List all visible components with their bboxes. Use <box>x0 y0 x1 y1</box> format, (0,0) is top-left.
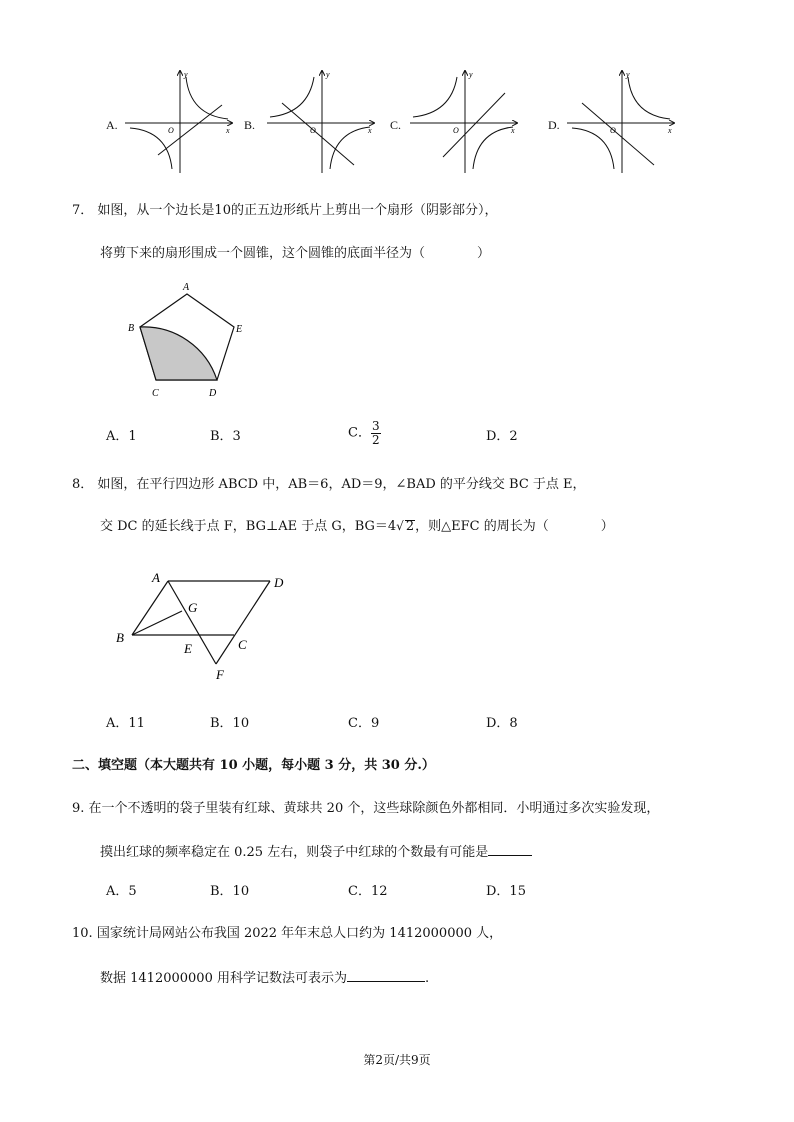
q7-option-c-denominator: 2 <box>371 433 380 447</box>
q8-option-d: D．8 <box>486 716 518 731</box>
q7-option-c-fraction <box>371 420 381 447</box>
q9-text-line2: 摸出红球的频率稳定在 0.25 左右，则袋子中红球的个数最有可能是 <box>100 845 489 860</box>
q9-text-line1: 在一个不透明的袋子里装有红球、黄球共 20 个，这些球除颜色外都相同．小明通过多次实验发现， <box>88 801 660 816</box>
section-2-title: 二、填空题（本大题共有 10 小题，每小题 3 分，共 30 分.） <box>72 758 435 773</box>
q8-label-f: F <box>216 667 224 682</box>
q8-option-c: C．9 <box>348 716 380 731</box>
q9-stem-line1 <box>72 801 659 817</box>
q9-stem-line2 <box>100 843 532 861</box>
q6-c-y-label: y <box>469 70 473 79</box>
q9-answer-blank[interactable] <box>488 843 532 856</box>
q7-pentagon-figure <box>120 280 260 405</box>
q6-option-b-graph <box>262 65 377 177</box>
q9-option-b: B．10 <box>210 884 250 899</box>
q6-b-origin: O <box>310 126 316 135</box>
q8-number: 8． <box>72 477 94 492</box>
q8-label-g: G <box>188 600 198 615</box>
q6-option-a-label: A. <box>106 118 118 132</box>
q8-option-a: A．11 <box>106 716 145 731</box>
q8-text-line2-post: ，则△EFC 的周长为（ ） <box>415 519 614 534</box>
q8-label-a: A <box>152 570 160 585</box>
q10-answer-blank[interactable] <box>347 969 425 982</box>
q6-option-d-label: D. <box>548 118 560 132</box>
q7-label-d: D <box>209 388 217 399</box>
q10-stem-line2 <box>100 969 429 987</box>
page-footer: 第2页/共9页 <box>363 1053 431 1067</box>
q6-option-d-graph <box>562 65 677 177</box>
q6-a-origin: O <box>168 126 174 135</box>
q9-option-d: D．15 <box>486 884 526 899</box>
q6-option-c-label: C. <box>390 118 402 132</box>
q7-label-c: C <box>152 388 159 399</box>
q8-text-line2-pre: 交 DC 的延长线于点 F，BG⊥AE 于点 G，BG＝4 <box>100 519 397 534</box>
q10-text-line1: 国家统计局网站公布我国 2022 年年末总人口约为 1412000000 人， <box>96 926 503 941</box>
q6-option-b-label: B. <box>244 118 256 132</box>
q10-number: 10. <box>72 926 93 941</box>
q8-label-e: E <box>184 641 192 656</box>
q6-d-y-label: y <box>626 70 630 79</box>
q7-stem-line2: 将剪下来的扇形围成一个圆锥，这个圆锥的底面半径为（ ） <box>100 246 491 261</box>
q6-option-c-graph <box>405 65 520 177</box>
q7-option-d: D．2 <box>486 429 518 444</box>
q6-b-y-label: y <box>326 70 330 79</box>
q7-label-e: E <box>236 324 243 335</box>
q8-label-c: C <box>238 637 247 652</box>
q6-d-x-label: x <box>668 126 672 135</box>
q6-c-x-label: x <box>511 126 515 135</box>
q6-a-x-label: x <box>226 126 230 135</box>
q6-a-y-label: y <box>184 70 188 79</box>
q8-label-b: B <box>116 630 124 645</box>
q10-text-line2: 数据 1412000000 用科学记数法可表示为 <box>100 971 347 986</box>
q8-text-line1: 如图，在平行四边形 ABCD 中，AB＝6，AD＝9，∠BAD 的平分线交 BC 于点 E， <box>97 477 586 492</box>
q7-label-b: B <box>128 323 135 334</box>
q6-d-origin: O <box>610 126 616 135</box>
q9-option-c: C．12 <box>348 884 388 899</box>
q8-label-d: D <box>274 575 284 590</box>
q8-option-b: B．10 <box>210 716 250 731</box>
q6-options-row <box>0 60 794 180</box>
q7-label-a: A <box>183 282 190 293</box>
q7-option-c-label: C． <box>348 425 371 441</box>
q7-option-c-numerator: 3 <box>371 419 380 433</box>
q7-text-line1: 如图，从一个边长是10的正五边形纸片上剪出一个扇形（阴影部分）， <box>97 203 498 218</box>
q7-option-a: A．1 <box>106 429 137 444</box>
q7-stem-line1 <box>72 203 497 219</box>
q7-option-c <box>348 420 381 447</box>
q10-text-line2-end: . <box>424 971 430 986</box>
q8-sqrt-value: 2 <box>405 519 415 534</box>
q10-stem-line1 <box>72 926 502 942</box>
q7-option-b: B．3 <box>210 429 241 444</box>
q6-c-origin: O <box>453 126 459 135</box>
q6-option-a-graph <box>120 65 235 177</box>
q9-number: 9. <box>72 801 85 816</box>
q8-stem-line2: 交 DC 的延长线于点 F，BG⊥AE 于点 G，BG＝4√ 2，则△EFC 的周长为（ ） <box>100 519 614 534</box>
q6-b-x-label: x <box>368 126 372 135</box>
q8-stem-line1 <box>72 477 586 493</box>
q8-parallelogram-figure <box>110 565 300 685</box>
q7-number: 7． <box>72 203 94 218</box>
q9-option-a: A．5 <box>106 884 137 899</box>
